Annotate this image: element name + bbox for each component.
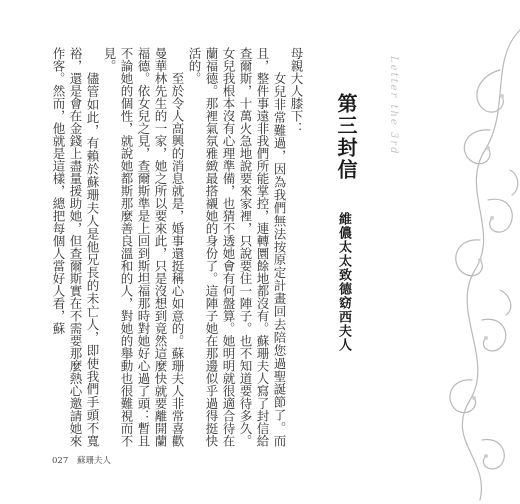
salutation: 母親大人膝下： (289, 47, 304, 135)
book-title: 蘇珊夫人 (76, 456, 111, 466)
page-number: 027 (52, 456, 69, 466)
paragraph: 儘管如此，有賴於蘇珊夫人是他兄長的未亡人，即使我們手頭不寬裕，還是會在金錢上盡量援助她，但查爾斯實在不需要那麼熱心邀請她來作客。然而，他就是這樣，總把每個人當好人看，蘇 (51, 47, 100, 447)
paragraph: 女兒非常難過，因為我們無法按原定計畫回去陪您過聖誕節了。而且，整件事遠非我們所能掌控，連轉圜餘地都沒有。蘇珊夫人寫了封信給查爾斯，十萬火急地說要來家裡，只說要住一陣子。也不知道要待多久。女兒我根本沒有心理準備，也猜不透她會有何盤算。她明明就很適合待在蘭福德。那裡氣氛雅緻最搭襯她的身份了。這陣子她在那邊似乎過得挺快活的。 (187, 47, 287, 447)
page-footer (52, 454, 111, 466)
chapter-subtitle: 維儂太太致德窈西夫人 (336, 212, 351, 352)
letter-body (51, 47, 305, 447)
chapter-title: 第三封信 (334, 93, 358, 181)
running-title: Letter the 3rd (388, 56, 399, 156)
paragraph: 至於令人高興的消息就是，婚事還挺稱心如意的。蘇珊夫人非常喜歡曼華林先生的一家，她之所以要來此，只是沒想到竟然這麼快就要離開蘭福德。依女兒之見，查爾斯準是上回到斯坦福那時對她好心過了頭：暫且不論她的個性，就說她都斯那麼善良溫和的人，對她的舉動也很難視而不見。 (102, 47, 185, 447)
